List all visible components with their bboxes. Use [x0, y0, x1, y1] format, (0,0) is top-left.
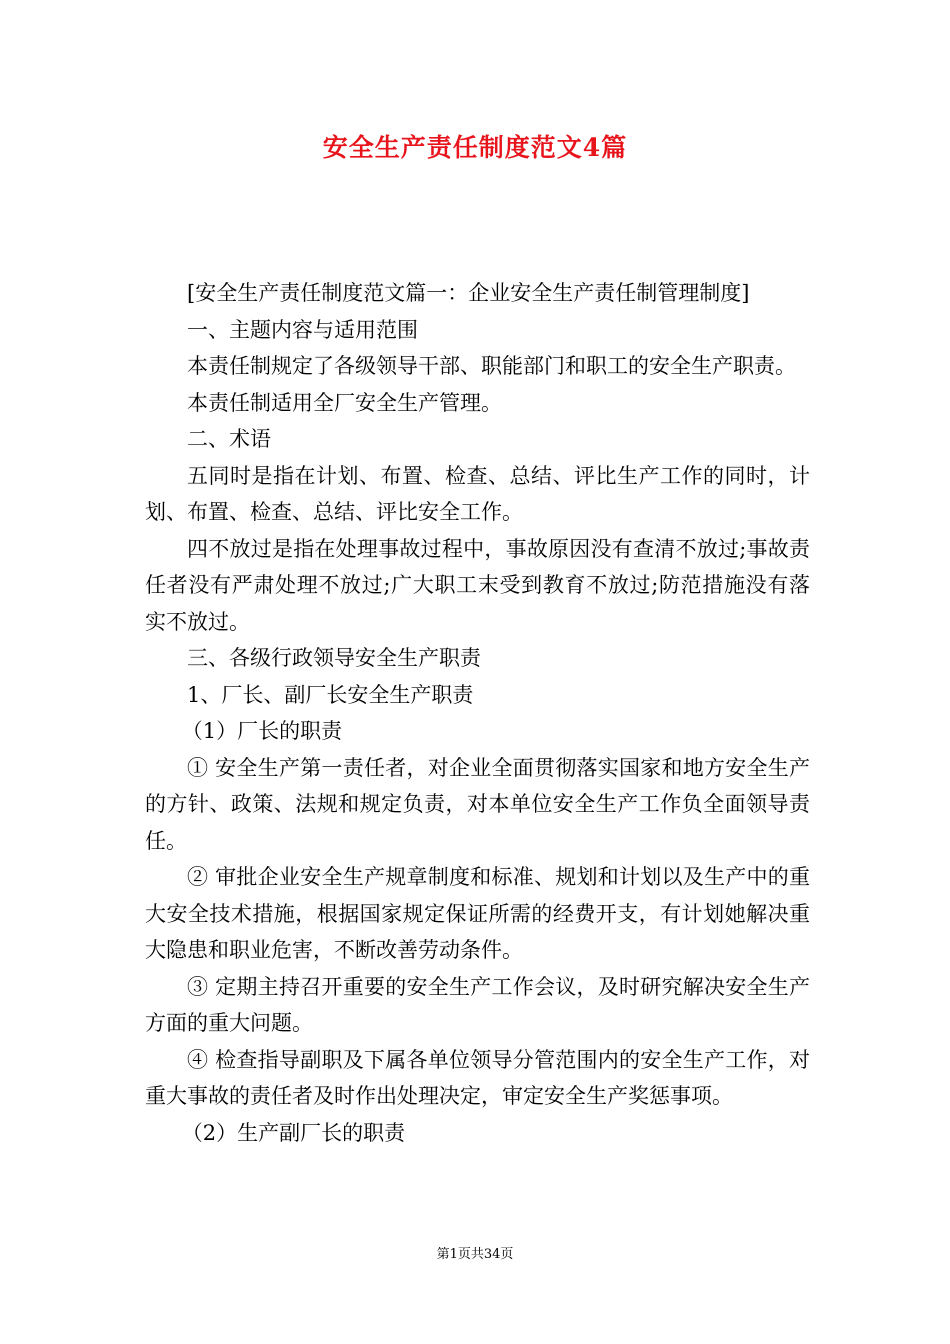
- section-heading: [安全生产责任制度范文篇一：企业安全生产责任制管理制度]: [187, 281, 750, 305]
- paragraph: 五同时是指在计划、布置、检查、总结、评比生产工作的同时，计划、布置、检查、总结、评比安全工作。: [145, 463, 810, 524]
- sub-heading: （1）厂长的职责: [181, 719, 343, 743]
- list-item: ① 安全生产第一责任者，对企业全面贯彻落实国家和地方安全生产的方针、政策、法规和规定负责，对本单位安全生产工作负全面领导责任。: [145, 755, 810, 853]
- section-heading: 一、主题内容与适用范围: [187, 317, 418, 342]
- list-item: ② 审批企业安全生产规章制度和标准、规划和计划以及生产中的重大安全技术措施，根据国家规定保证所需的经费开支，有计划她解决重大隐患和职业危害，不断改善劳动条件。: [145, 865, 810, 962]
- sub-heading: （2）生产副厂长的职责: [181, 1120, 406, 1145]
- list-item: ④ 检查指导副职及下属各单位领导分管范围内的安全生产工作，对重大事故的责任者及时作出处理决定，审定安全生产奖惩事项。: [145, 1047, 810, 1108]
- page-number: 第1页共34页: [436, 1247, 514, 1262]
- section-heading: 二、术语: [187, 427, 271, 451]
- paragraph: 本责任制适用全厂安全生产管理。: [187, 390, 502, 415]
- paragraph: 本责任制规定了各级领导干部、职能部门和职工的安全生产职责。: [187, 354, 796, 378]
- list-item: ③ 定期主持召开重要的安全生产工作会议，及时研究解决安全生产方面的重大问题。: [145, 974, 810, 1035]
- document-body: [145, 275, 810, 1151]
- document-title: 安全生产责任制度范文4篇: [322, 133, 628, 162]
- section-heading: 三、各级行政领导安全生产职责: [187, 646, 481, 670]
- paragraph: 四不放过是指在处理事故过程中，事故原因没有查清不放过;事故责任者没有严肃处理不放过;广大职工末受到教育不放过;防范措施没有落实不放过。: [145, 536, 810, 634]
- section-heading: 1、厂长、副厂长安全生产职责: [187, 682, 474, 707]
